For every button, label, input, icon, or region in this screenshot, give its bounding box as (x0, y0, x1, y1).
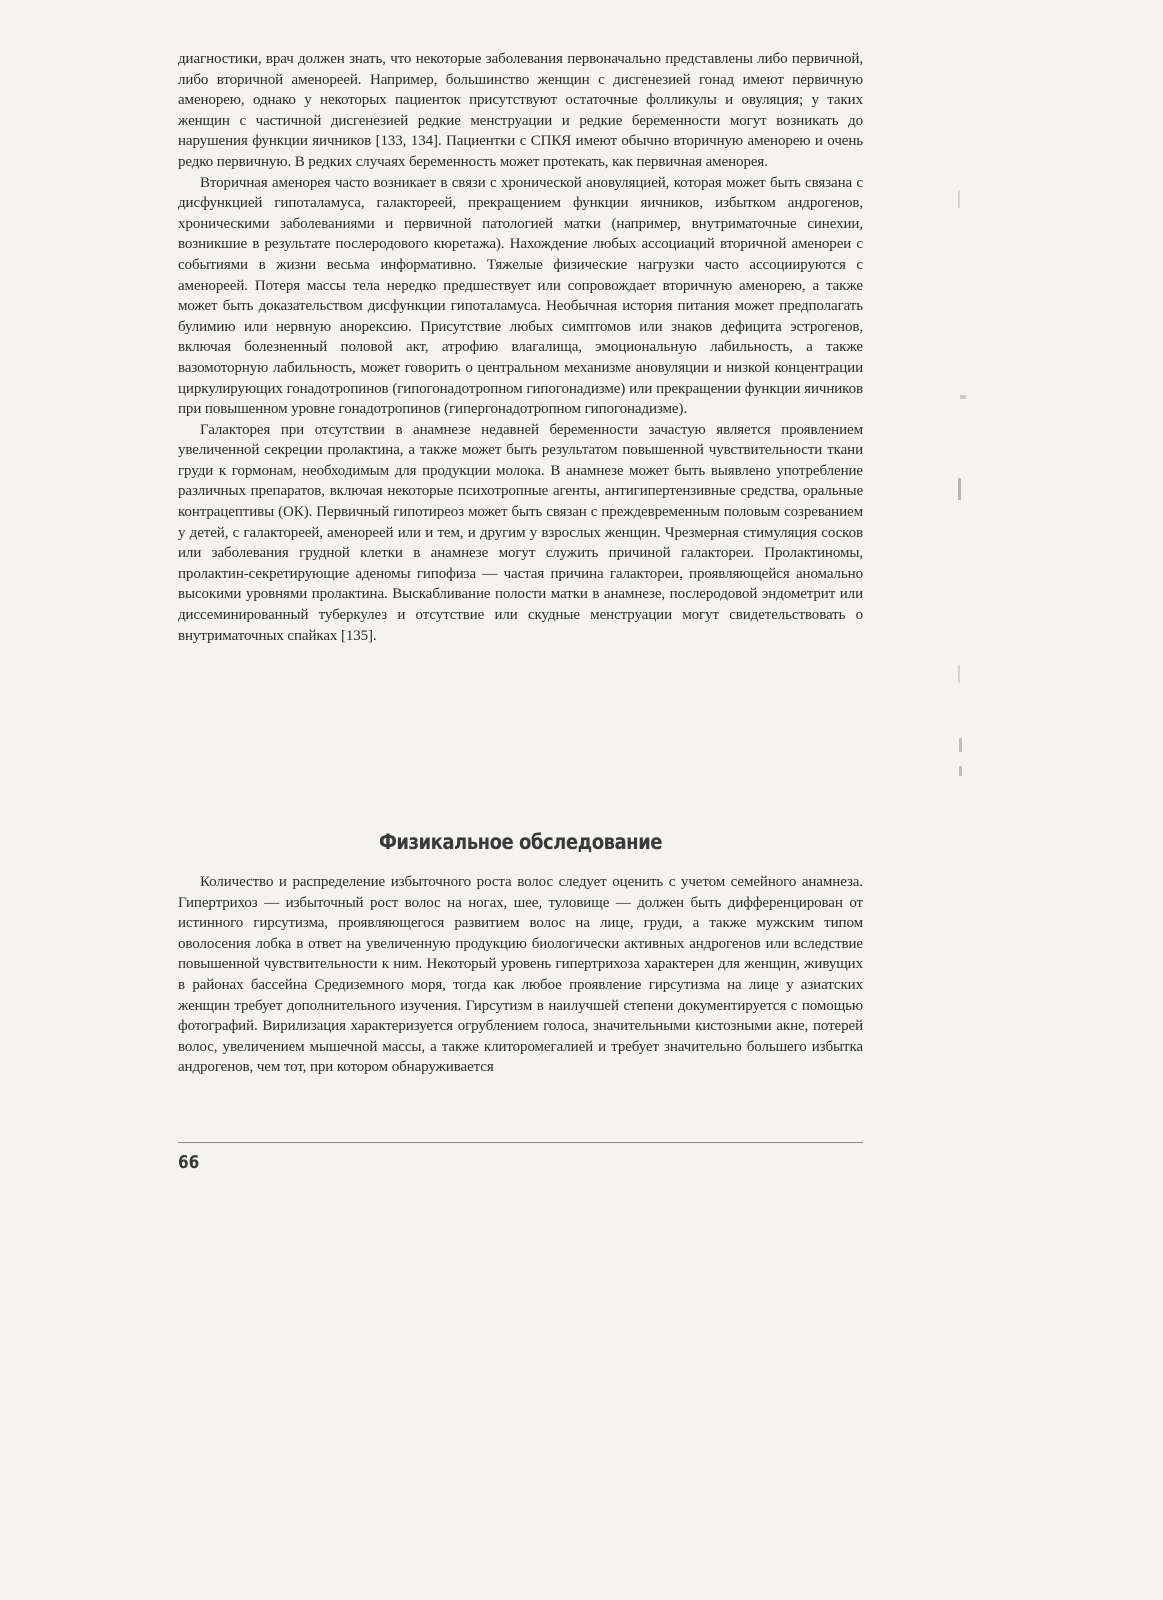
paragraph-galactorrhea: Галакторея при отсутствии в анамнезе недавней беременности зачастую является проявлением увеличенной секреции пролактина, а также может быть результатом повышенной чувствительности ткани груди к гормонам, необходимым для продукции молока. В анамнезе может быть выявлено употребление различных препаратов, включая некоторые психотропные агенты, антигипертензивные средства, оральные контрацептивы (ОК). Первичный гипотиреоз может быть связан с преждевременным половым созреванием у детей, с галактореей, аменореей или и тем, и другим у взрослых женщин. Чрезмерная стимуляция сосков или заболевания грудной клетки в анамнезе могут служить причиной галактореи. Пролактиномы, пролактин-секретирующие аденомы гипофиза — частая причина галактореи, проявляющейся аномально высокими уровнями пролактина. Выскабливание полости матки в анамнезе, послеродовой эндометрит или диссеминированный туберкулез и отсутствие или скудные менструации могут свидетельствовать о внутриматочных спайках [135]. (178, 421, 863, 644)
paragraph-secondary-amenorrhea: Вторичная аменорея часто возникает в связи с хронической ановуляцией, которая может быть связана с дисфункцией гипоталамуса, галактореей, прекращением функции яичников, избытком андрогенов, хроническими заболеваниями и первичной патологией матки (например, внутриматочные синехии, возникшие в результате послеродового кюретажа). Нахождение любых ассоциаций вторичной аменореи с событиями в жизни весьма информативно. Тяжелые физические нагрузки часто ассоциируются с аменореей. Потеря массы тела нередко предшествует или сопровождает вторичную аменорею, а также может быть доказательством дисфункции гипоталамуса. Необычная история питания может предполагать булимию или нервную анорексию. Присутствие любых симптомов или знаков дефицита эстрогенов, включая болезненный половой акт, атрофию влагалища, эмоциональную лабильность, а также вазомоторную лабильность, может говорить о центральном механизме ановуляции и низкой концентрации циркулирующих гонадотропинов (гипогонадотропном гипогонадизме) или прекращении функции яичников при повышенном уровне гонадотропинов (гипергонадотропном гипогонадизме). (178, 174, 863, 418)
scan-artifact (958, 478, 961, 500)
scan-artifact (958, 190, 960, 208)
scan-artifact (959, 738, 962, 752)
page-number: 66 (178, 1152, 200, 1173)
body-text-bottom (178, 872, 863, 1078)
paragraph-physical-exam: Количество и распределение избыточного роста волос следует оценить с учетом семейного анамнеза. Гипертрихоз — избыточный рост волос на ногах, шее, туловище — должен быть дифференцирован от истинного гирсутизма, проявляющегося развитием волос на лице, груди, а также мужским типом оволосения лобка в ответ на увеличенную продукцию биологически активных андрогенов или вследствие повышенной чувствительности к ним. Некоторый уровень гипертрихоза характерен для женщин, живущих в районах бассейна Средиземного моря, тогда как любое проявление гирсутизма на лице у азиатских женщин требует дополнительного изучения. Гирсутизм в наилучшей степени документируется с помощью фотографий. Вирилизация характеризуется огрублением голоса, значительными кистозными акне, потерей волос, увеличением мышечной массы, а также клиторомегалией и требует значительно большего избытка андрогенов, чем тот, при котором обнаруживается (178, 874, 863, 1076)
scan-artifact (960, 395, 966, 399)
footer-divider (178, 1142, 863, 1143)
body-text-top (178, 49, 863, 646)
scan-artifact (959, 766, 962, 776)
scan-artifact (958, 665, 960, 683)
section-heading: Физикальное обследование (378, 830, 663, 854)
paragraph-continued: диагностики, врач должен знать, что некоторые заболевания первоначально представлены либо первичной, либо вторичной аменореей. Например, большинство женщин с дисгенезией гонад имеют первичную аменорею, однако у некоторых пациенток присутствуют остаточные фолликулы и овуляция; у таких женщин с частичной дисгенезией редкие менструации и редкие беременности могут возникать до нарушения функции яичников [133, 134]. Пациентки с СПКЯ имеют обычно вторичную аменорею и очень редко первичную. В редких случаях беременность может протекать, как первичная аменорея. (178, 51, 863, 170)
